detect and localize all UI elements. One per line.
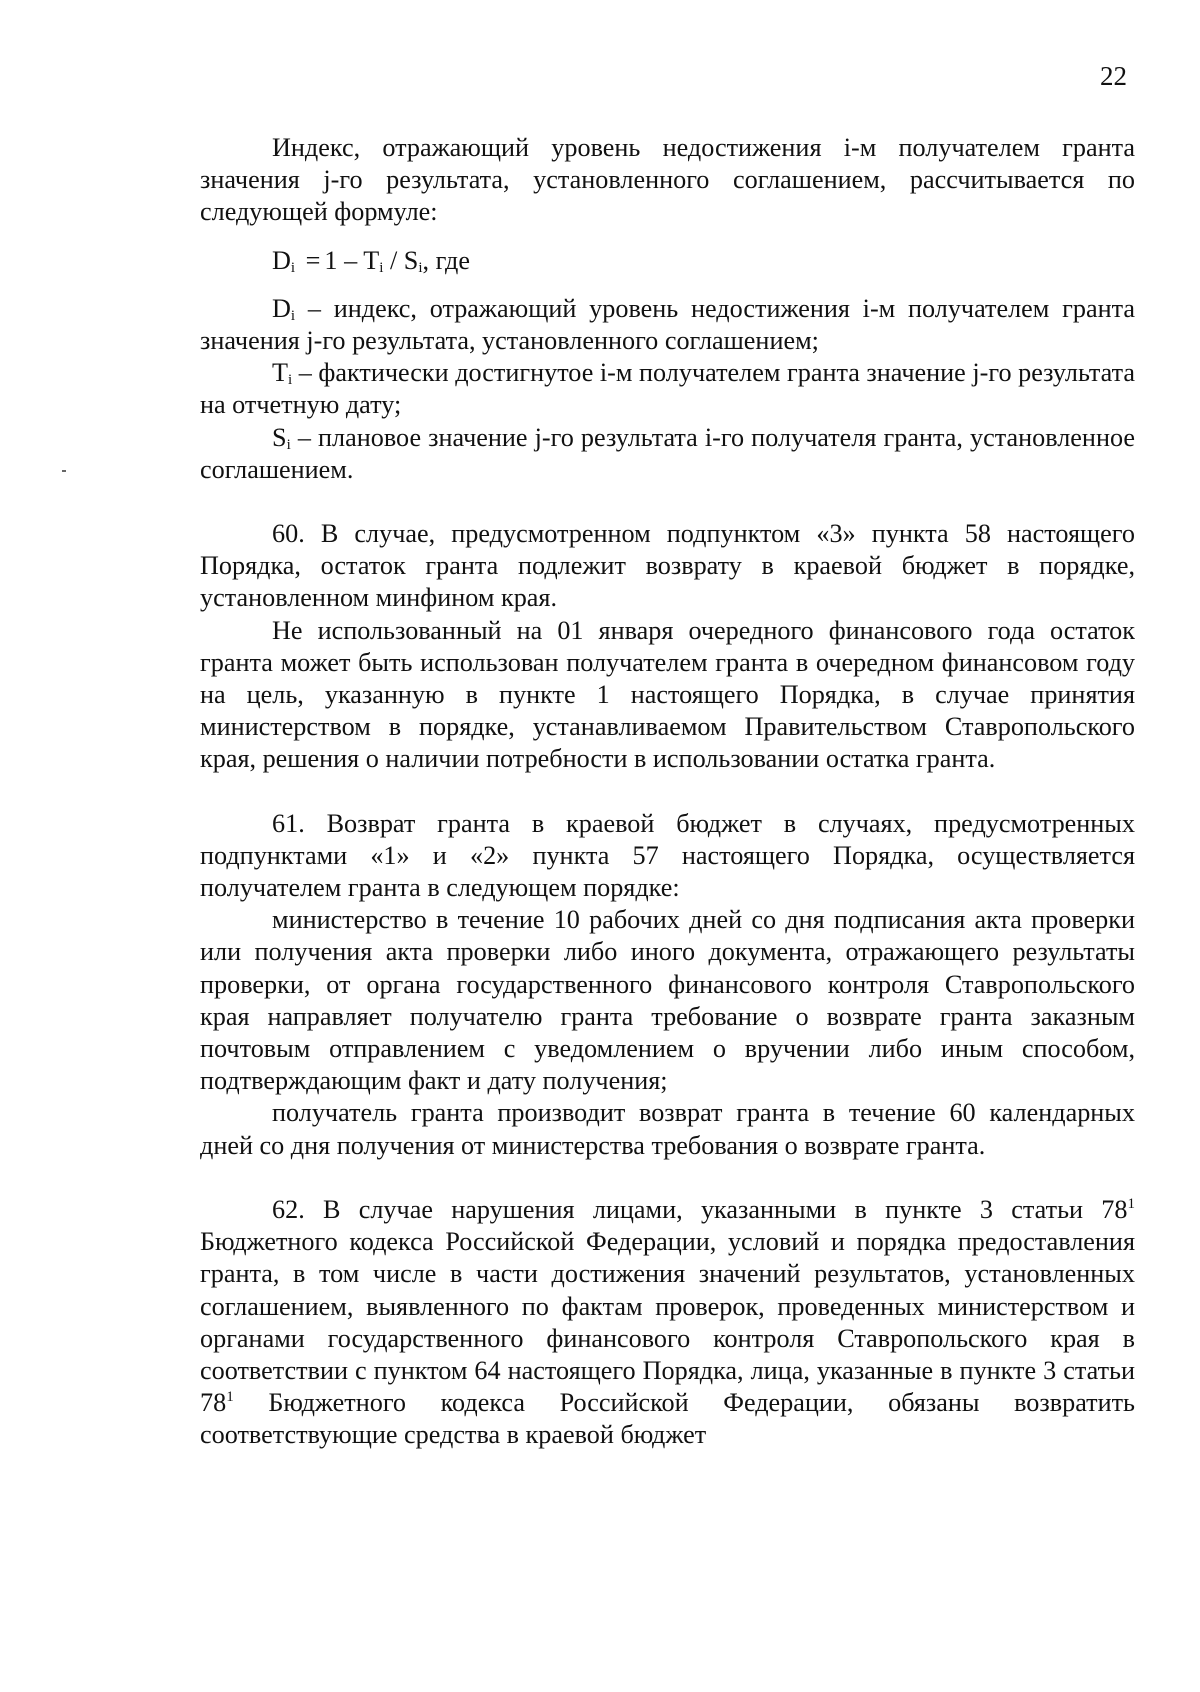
formula-intro-paragraph: Индекс, отражающий уровень недостижения i-м получателем гранта значения j-го результата, установленного соглашением, рассчитывается по следующей формуле: xyxy=(200,133,1135,227)
paragraph-62-sup1: 1 xyxy=(1127,1195,1135,1212)
definition-s xyxy=(200,422,1135,486)
definition-d-sub: i xyxy=(290,307,296,324)
scan-mark xyxy=(62,470,66,472)
formula-tail: , где xyxy=(422,245,471,275)
formula-equals: = xyxy=(305,245,321,275)
paragraph-62-sup2: 1 xyxy=(226,1389,234,1406)
formula-t-sub: i xyxy=(379,259,384,276)
paragraph-60: 60. В случае, предусмотренном подпунктом «3» пункта 58 настоящего Порядка, остаток гранта подлежит возврату в краевой бюджет в порядке, установленном минфином края. xyxy=(200,519,1135,613)
definition-d-symbol: D xyxy=(272,293,291,323)
formula-minus: – xyxy=(344,245,358,275)
definition-t-sub: i xyxy=(288,372,293,389)
paragraph-62 xyxy=(200,1194,1135,1452)
definition-d xyxy=(200,293,1135,357)
document-body xyxy=(200,132,1135,1452)
paragraph-62-part1: 62. В случае нарушения лицами, указанными в пункте 3 статьи 78 xyxy=(272,1194,1128,1224)
paragraph-61: 61. Возврат гранта в краевой бюджет в случаях, предусмотренных подпунктами «1» и «2» пункта 57 настоящего Порядка, осуществляется получателем гранта в следующем порядке: xyxy=(200,808,1135,903)
paragraph-62-part3: Бюджетного кодекса Российской Федерации, обязаны возвратить соответствующие средства в краевой бюджет xyxy=(200,1388,1135,1450)
formula-divide: / xyxy=(389,245,398,275)
paragraph-61-recipient: получатель гранта производит возврат гранта в течение 60 календарных дней со дня получения от министерства требования о возврате гранта. xyxy=(200,1098,1135,1160)
definition-s-symbol: S xyxy=(272,422,287,452)
paragraph-61-ministry: министерство в течение 10 рабочих дней со дня подписания акта проверки или получения акта проверки либо иного документа, отражающего результаты проверки, от органа государственного финансового контроля Ставропольского края направляет получателю гранта требование о возврате гранта заказным почтовым отправлением с уведомлением о вручении либо иным способом, подтверждающим факт и дату получения; xyxy=(200,905,1135,1096)
formula-lhs: D xyxy=(272,245,291,275)
formula-lhs-sub: i xyxy=(290,259,296,276)
formula-one: 1 xyxy=(324,245,338,275)
formula-s-sub: i xyxy=(418,259,423,276)
definition-t xyxy=(200,357,1135,421)
page-number: 22 xyxy=(1100,61,1127,91)
definition-s-sub: i xyxy=(286,436,291,453)
definition-t-text: – фактически достигнутое i-м получателем гранта значение j-го результата на отчетную дату; xyxy=(200,358,1135,420)
definition-d-text: – индекс, отражающий уровень недостижения i-м получателем гранта значения j-го результата, установленного соглашением; xyxy=(200,293,1135,356)
definition-s-text: – плановое значение j-го результата i-го получателя гранта, установленное соглашением. xyxy=(200,422,1135,484)
formula-s: S xyxy=(403,245,419,275)
paragraph-62-part2: Бюджетного кодекса Российской Федерации, условий и порядка предоставления гранта, в том числе в части достижения значений результатов, установленных соглашением, выявленного по фактам проверок, проведенных министерством и органами государственного финансового контроля Ставропольского края в соответствии с пунктом 64 настоящего Порядка, лица, указанные в пункте 3 статьи 78 xyxy=(200,1227,1135,1418)
formula-t: T xyxy=(363,245,380,275)
formula xyxy=(200,245,1135,277)
paragraph-60-continuation: Не использованный на 01 января очередного финансового года остаток гранта может быть использован получателем гранта в очередном финансовом году на цель, указанную в пункте 1 настоящего Порядка, в случае принятия министерством в порядке, устанавливаемом Правительством Ставропольского края, решения о наличии потребности в использовании остатка гранта. xyxy=(200,615,1135,774)
definition-t-symbol: T xyxy=(272,358,288,388)
